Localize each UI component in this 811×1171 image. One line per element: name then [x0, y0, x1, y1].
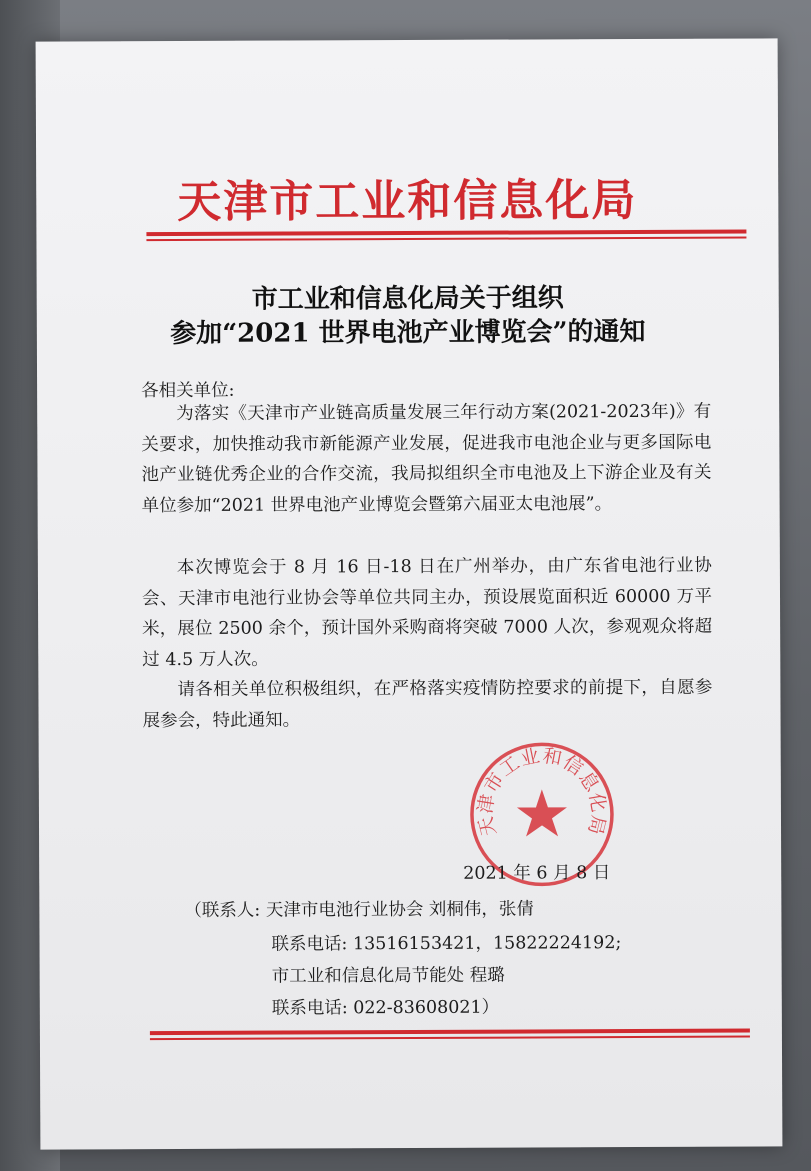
document-page [36, 38, 783, 1149]
footer-rule-thin [150, 1036, 750, 1040]
contact-line-1: （联系人: 天津市电池行业协会 刘桐伟，张倩 [184, 899, 534, 921]
issue-date: 2021 年 6 月 8 日 [463, 863, 611, 884]
document-title-line-2: 参加“2021 世界电池产业博览会”的通知 [170, 316, 646, 350]
letterhead-rule-thin [146, 237, 746, 241]
body-paragraph-1: 为落实《天津市产业链高质量发展三年行动方案(2021-2023年)》有关要求，加快推动我市新能源产业发展，促进我市电池企业与更多国际电池产业链优秀企业的合作交流，我局拟组织全市电池及上下游企业及有关单位参加“2021 世界电池产业博览会暨第六届亚太电池展”。 [141, 401, 712, 516]
body-paragraph-3: 请各相关单位积极组织，在严格落实疫情防控要求的前提下，自愿参展参会，特此通知。 [142, 677, 713, 731]
svg-text:天津市工业和信息化局: 天津市工业和信息化局 [474, 744, 610, 839]
contact-line-3: 市工业和信息化局节能处 程璐 [271, 965, 505, 987]
letterhead-org-name: 天津市工业和信息化局 [177, 175, 638, 229]
contact-line-4: 联系电话: 022-83608021） [271, 997, 500, 1019]
body-paragraph-2: 本次博览会于 8 月 16 日-18 日在广州举办，由广东省电池行业协会、天津市电池行业协会等单位共同主办，预设展览面积近 60000 万平米，展位 2500 余个，预计国外采购商将突破 7000 人次，参观观众将超过 4.5 万人次。 [141, 555, 713, 670]
footer-rule-thick [150, 1029, 750, 1036]
letterhead-rule-thick [146, 230, 746, 237]
salutation: 各相关单位: [141, 380, 235, 402]
document-title-line-1: 市工业和信息化局关于组织 [251, 283, 564, 315]
seal-star-icon [517, 789, 567, 836]
contact-line-2: 联系电话: 13516153421，15822224192; [271, 933, 622, 955]
